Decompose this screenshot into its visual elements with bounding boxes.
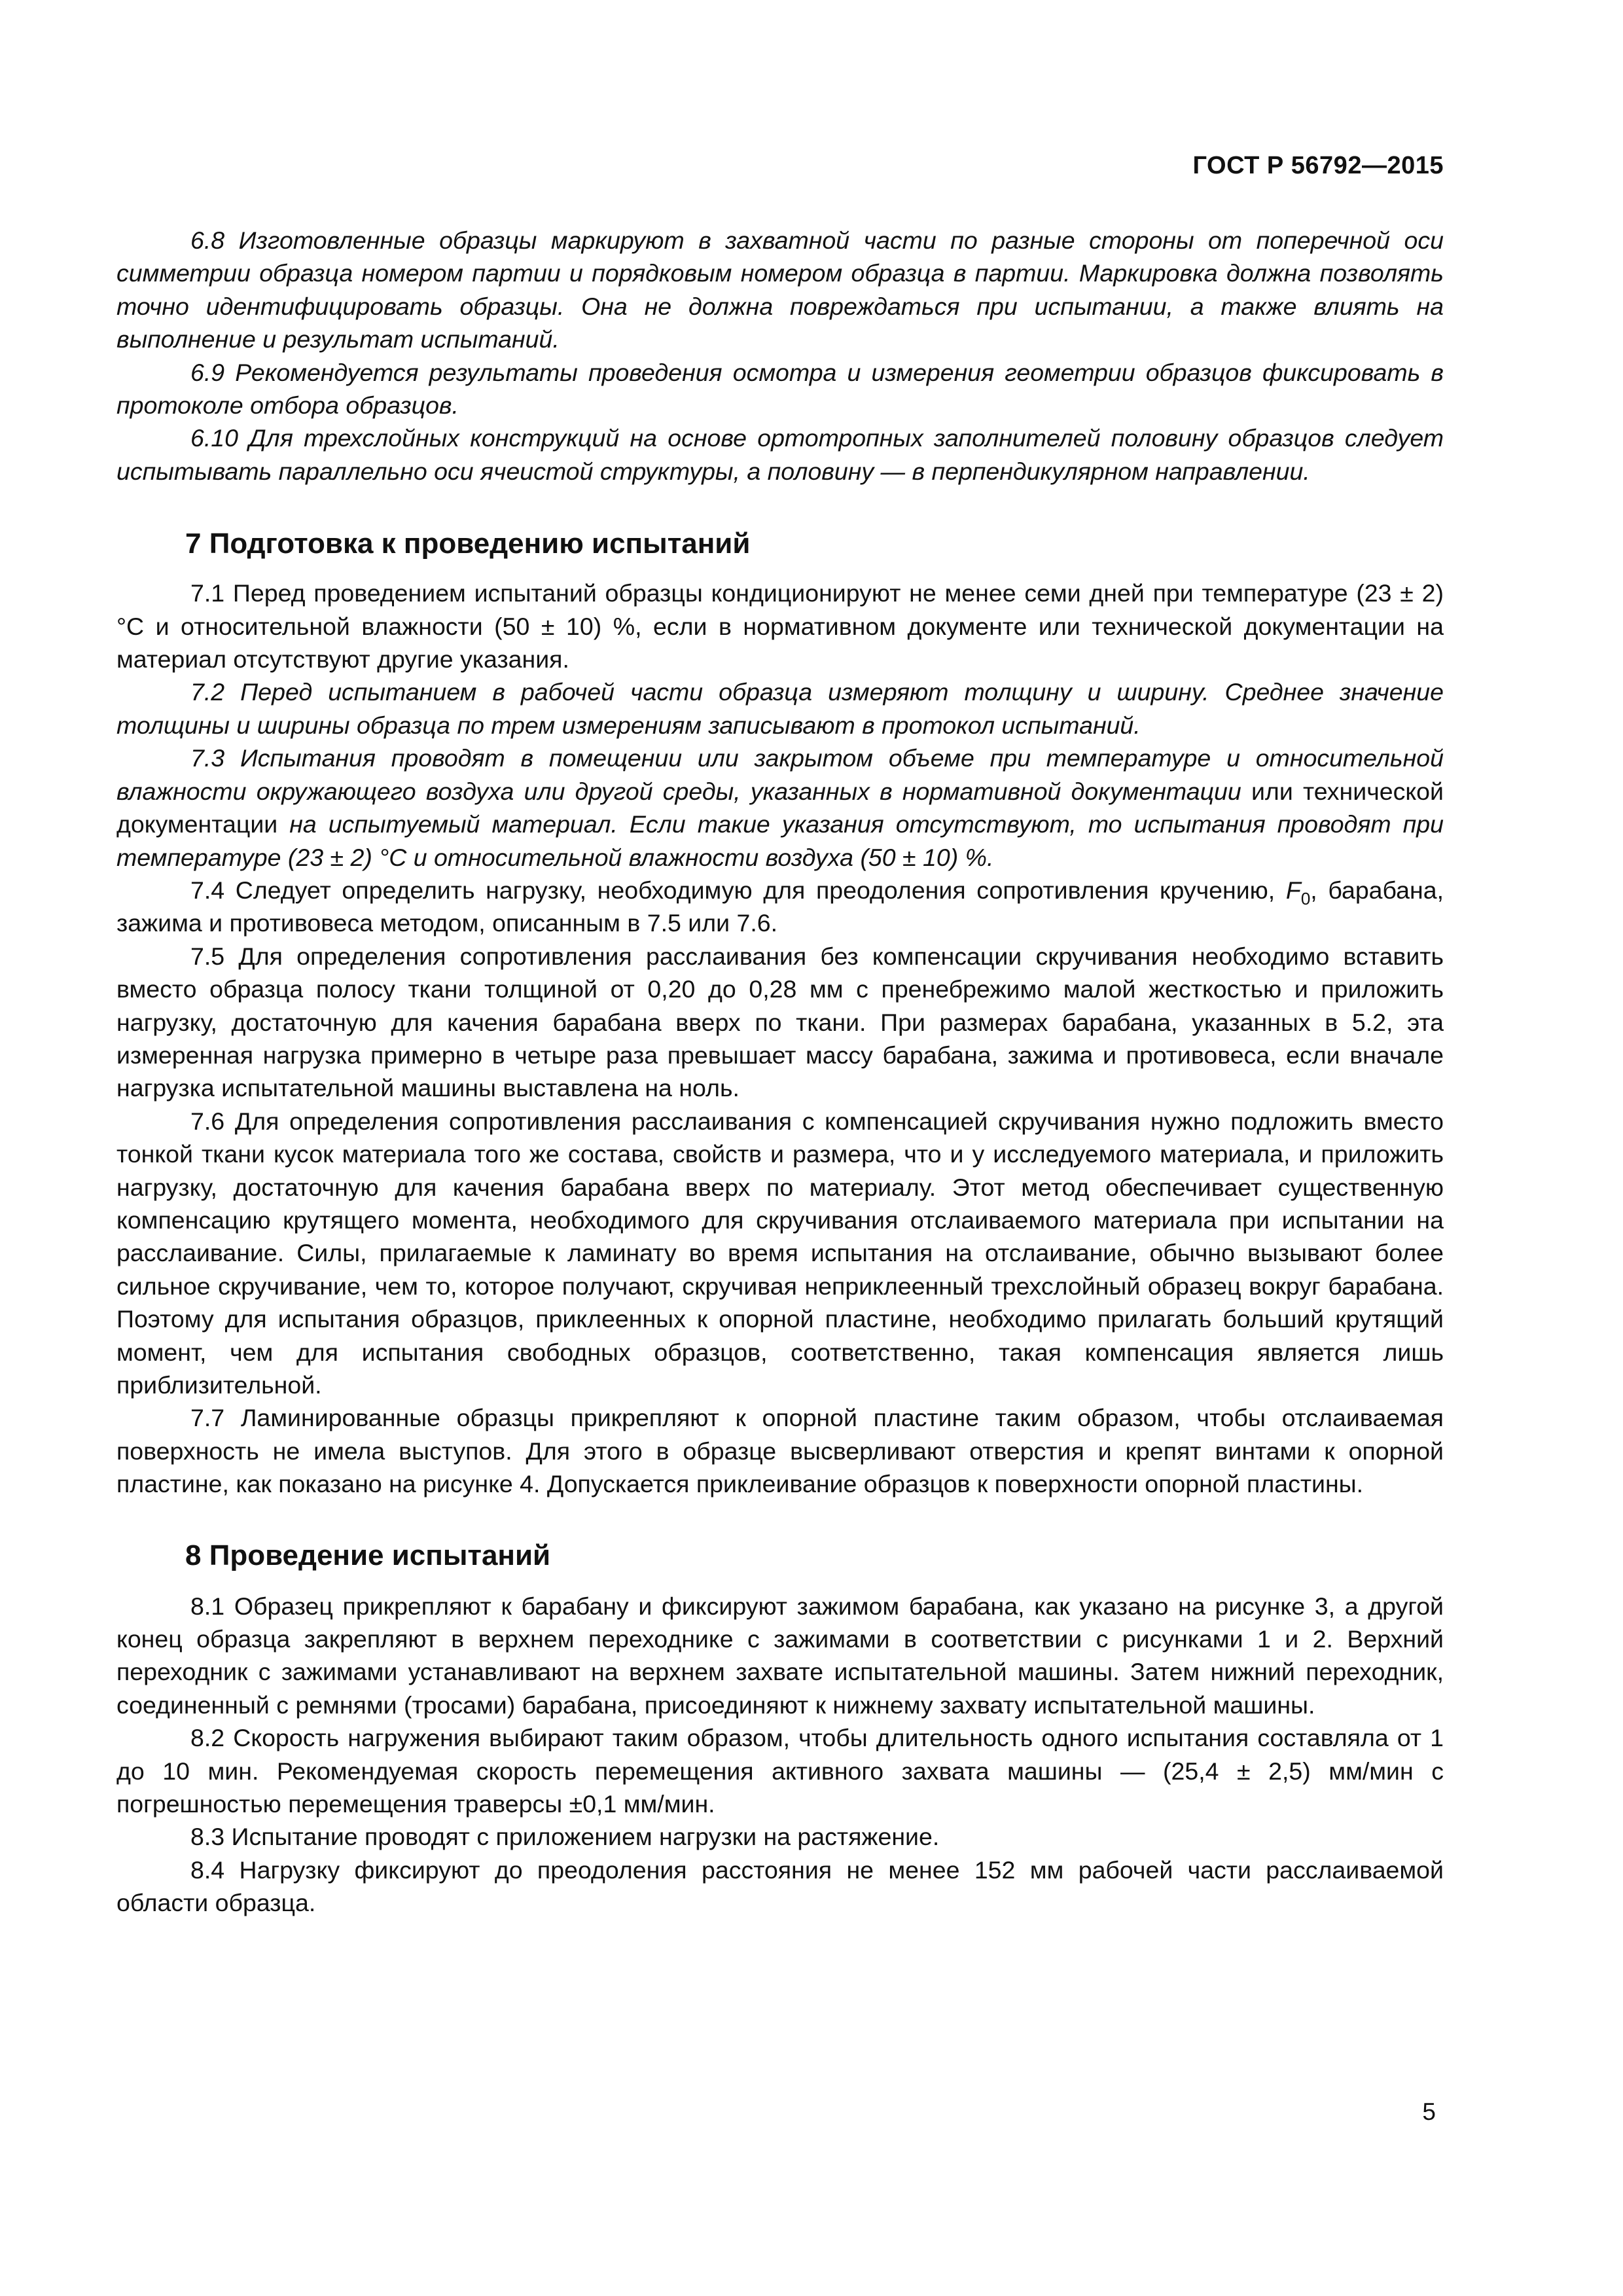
paragraph-7-4-part-b: , барабана, зажима и противовеса методом, описанным в 7.5 или 7.6. bbox=[116, 876, 1444, 937]
paragraph-8-3: 8.3 Испытание проводят с приложением нагрузки на растяжение. bbox=[190, 1823, 940, 1851]
document-page bbox=[116, 0, 1444, 2296]
document-code-header: ГОСТ Р 56792—2015 bbox=[1192, 152, 1444, 179]
paragraph-6-8: 6.8 Изготовленные образцы маркируют в захватной части по разные стороны от поперечной оси симметрии образца номером партии и порядковым номером образца в партии. Маркировка должна позволять точно идентифицировать образцы. Она не должна повреждаться при испытании, а также влиять на выполнение и результат испытаний. bbox=[116, 226, 1444, 353]
paragraph-7-4 bbox=[116, 874, 1444, 940]
paragraph-7-2: 7.2 Перед испытанием в рабочей части образца измеряют толщину и ширину. Среднее значение толщины и ширины образца по трем измерениям записывают в протокол испытаний. bbox=[116, 678, 1444, 739]
paragraph-7-6: 7.6 Для определения сопротивления расслаивания с компенсацией скручивания нужно подложить вместо тонкой ткани кусок материала того же состава, свойств и размера, что и у исследуемого материала, и приложить нагрузку, достаточную для качения барабана вверх по материалу. Этот метод обеспечивает существенную компенсацию крутящего момента, необходимого для скручивания отслаиваемого материала при испытании на расслаивание. Силы, прилагаемые к ламинату во время испытания на отслаивание, обычно вызывают более сильное скручивание, чем то, которое получают, скручивая неприклеенный трехслойный образец вокруг барабана. Поэтому для испытания образцов, приклеенных к опорной пластине, необходимо прилагать больший крутящий момент, чем для испытания свободных образцов, соответственно, такая компенсация является лишь приблизительной. bbox=[116, 1107, 1444, 1399]
paragraph-7-5: 7.5 Для определения сопротивления расслаивания без компенсации скручивания необходимо вставить вместо образца полосу ткани толщиной от 0,20 до 0,28 мм с пренебрежимо малой жесткостью и приложить нагрузку, достаточную для качения барабана вверх по ткани. При размерах барабана, указанных в 5.2, эта измеренная нагрузка примерно в четыре раза превышает массу барабана, зажима и противовеса, если вначале нагрузка испытательной машины выставлена на ноль. bbox=[116, 942, 1444, 1102]
page-content bbox=[116, 224, 1444, 1920]
paragraph-8-2: 8.2 Скорость нагружения выбирают таким образом, чтобы длительность одного испытания составляла от 1 до 10 мин. Рекомендуемая скорость перемещения активного захвата машины — (25,4 ± 2,5) мм/мин с погрешностью перемещения траверсы ±0,1 мм/мин. bbox=[116, 1724, 1444, 1818]
paragraph-8-4: 8.4 Нагрузку фиксируют до преодоления расстояния не менее 152 мм рабочей части расслаиваемой области образца. bbox=[116, 1856, 1444, 1917]
paragraph-6-9: 6.9 Рекомендуется результаты проведения осмотра и измерения геометрии образцов фиксировать в протоколе отбора образцов. bbox=[116, 358, 1444, 420]
paragraph-7-3-part-b: или технической документации bbox=[116, 777, 1444, 838]
paragraph-7-4-part-a: 7.4 Следует определить нагрузку, необходимую для преодоления сопротивления кручению, bbox=[190, 876, 1286, 904]
page-number: 5 bbox=[1422, 2098, 1436, 2125]
section-8-heading: 8 Проведение испытаний bbox=[185, 1539, 551, 1571]
paragraph-8-1: 8.1 Образец прикрепляют к барабану и фиксируют зажимом барабана, как указано на рисунке 3, а другой конец образца закрепляют в верхнем переходнике с зажимами в соответствии с рисунками 1 и 2. Верхний переходник с зажимами устанавливают на верхнем захвате испытательной машины. Затем нижний переходник, соединенный с ремнями (тросами) барабана, присоединяют к нижнему захвату испытательной машины. bbox=[116, 1592, 1444, 1719]
force-subscript: 0 bbox=[1300, 888, 1311, 908]
paragraph-7-3 bbox=[116, 742, 1444, 874]
paragraph-7-7: 7.7 Ламинированные образцы прикрепляют к опорной пластине таким образом, чтобы отслаиваемая поверхность не имела выступов. Для этого в образце высверливают отверстия и крепят винтами к опорной пластине, как показано на рисунке 4. Допускается приклеивание образцов к поверхности опорной пластины. bbox=[116, 1404, 1444, 1498]
paragraph-7-1: 7.1 Перед проведением испытаний образцы кондиционируют не менее семи дней при температуре (23 ± 2) °С и относительной влажности (50 ± 10) %, если в нормативном документе или технической документации на материал отсутствуют другие указания. bbox=[116, 579, 1444, 673]
force-symbol: F bbox=[1285, 876, 1301, 904]
paragraph-7-3-part-c: на испытуемый материал. Если такие указания отсутствуют, то испытания проводят при температуре (23 ± 2) °С и относительной влажности воздуха (50 ± 10) %. bbox=[116, 810, 1444, 871]
paragraph-7-3-part-a: 7.3 Испытания проводят в помещении или закрытом объеме при температуре и относительной влажности окружающего воздуха или другой среды, указанных в нормативной документации bbox=[116, 744, 1444, 805]
section-7-heading: 7 Подготовка к проведению испытаний bbox=[185, 528, 751, 560]
paragraph-6-10: 6.10 Для трехслойных конструкций на основе ортотропных заполнителей половину образцов следует испытывать параллельно оси ячеистой структуры, а половину — в перпендикулярном направлении. bbox=[116, 424, 1444, 485]
